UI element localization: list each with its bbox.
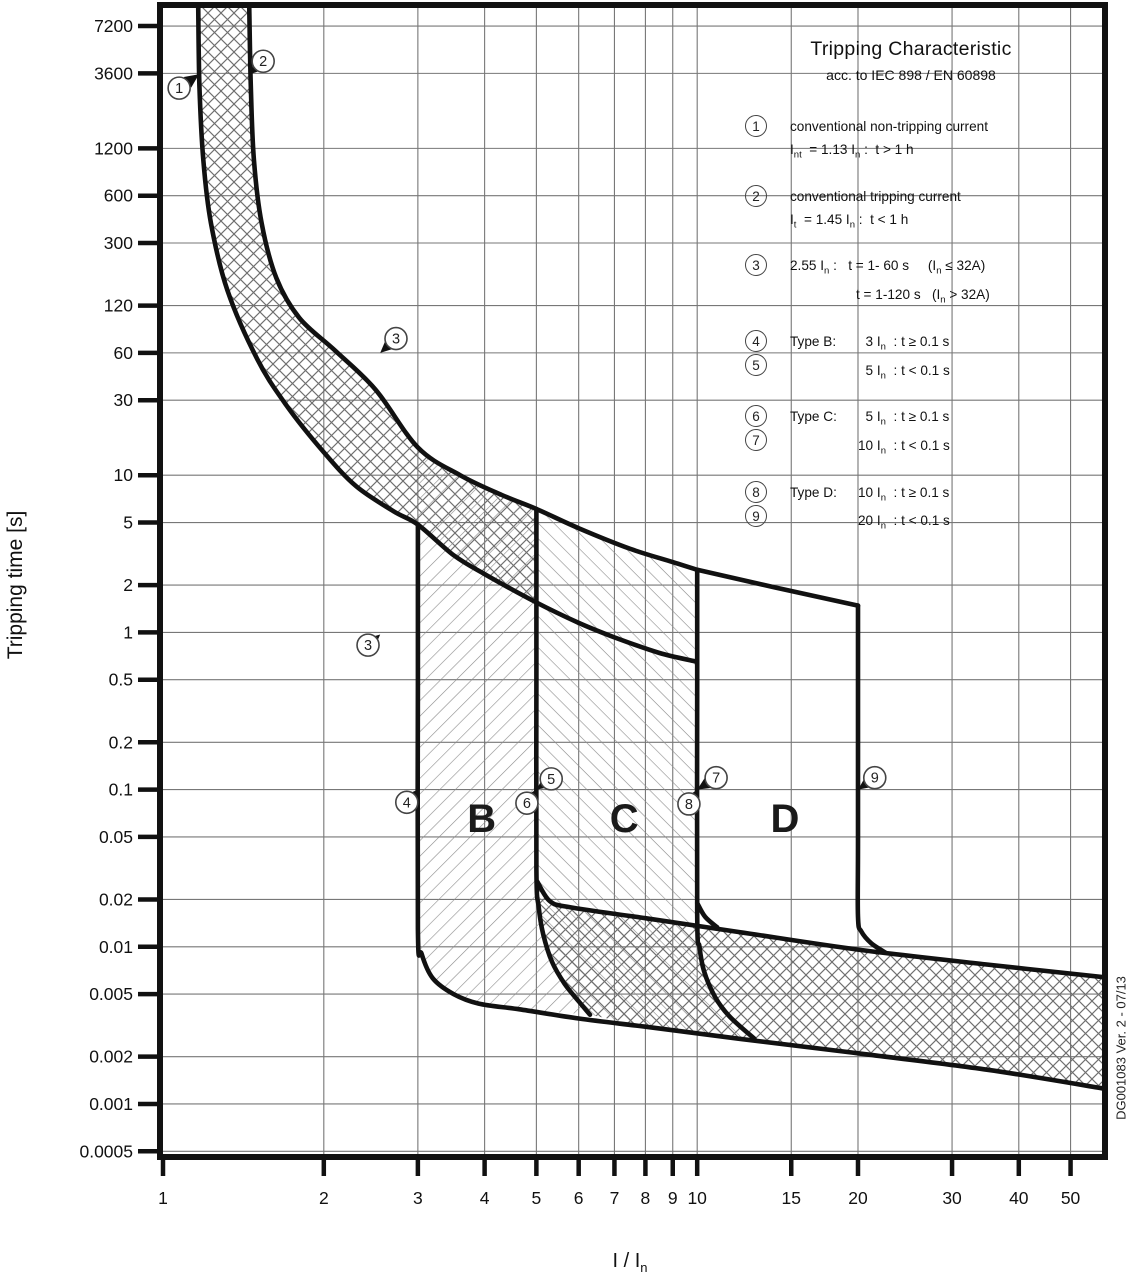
legend-row (790, 185, 961, 208)
legend-row (790, 434, 950, 463)
y-tick-label-0.01: 0.01 (98, 936, 133, 957)
legend-number-badge: 5 (745, 354, 767, 376)
subscript: n (940, 294, 946, 306)
x-tick-label-4: 4 (479, 1188, 490, 1208)
doc-version-caption: DG001083 Ver. 2 - 07/13 (1113, 976, 1129, 1120)
marker-number-6: 6 (522, 796, 531, 813)
legend-row (856, 283, 990, 312)
curve-type-d-upper-limit (697, 570, 858, 606)
legend-number-badge: 4 (745, 330, 767, 352)
subscript: n (880, 492, 886, 504)
x-tick-label-40: 40 (1009, 1188, 1029, 1208)
legend-row (790, 254, 990, 283)
legend-text: : t < 0.1 s (885, 438, 950, 454)
y-tick-label-1: 1 (123, 622, 133, 643)
marker-number-3: 3 (363, 638, 373, 655)
y-tick-label-300: 300 (103, 233, 133, 254)
chart-title: Tripping Characteristic (810, 38, 1012, 60)
subscript: n (880, 370, 886, 382)
legend-item-body (790, 330, 950, 387)
marker-number-7: 7 (712, 770, 721, 787)
legend-text: : t = 1- 60 s (I (829, 258, 937, 274)
y-tick-label-0.02: 0.02 (98, 889, 133, 910)
legend-item-8-9 (735, 481, 1087, 538)
legend-text: conventional tripping current (790, 188, 961, 204)
marker-number-4: 4 (402, 795, 411, 812)
marker-number-8: 8 (684, 796, 693, 813)
legend (735, 38, 1087, 556)
legend-row (790, 359, 950, 388)
legend-row (790, 330, 950, 359)
legend-type-label: Type B: (790, 333, 837, 349)
legend-number-badge: 8 (745, 481, 767, 503)
legend-text: > 32A) (945, 287, 990, 303)
subscript: n (880, 521, 886, 533)
legend-text: 5 I (858, 409, 881, 425)
legend-number-badge: 1 (745, 115, 767, 137)
legend-text: 5 I (858, 362, 881, 378)
legend-number-badge: 6 (745, 405, 767, 427)
x-axis-title (612, 1250, 647, 1275)
x-tick-label-7: 7 (609, 1188, 620, 1208)
legend-number-badge: 7 (745, 429, 767, 451)
y-tick-label-0.5: 0.5 (108, 669, 133, 690)
legend-text: 3 I (858, 333, 881, 349)
legend-text: ≤ 32A) (941, 258, 986, 274)
subscript: n (880, 341, 886, 353)
legend-row (790, 138, 988, 167)
region-label-D: D (770, 796, 800, 841)
legend-text: conventional non-tripping current (790, 119, 988, 134)
legend-text: = 1.45 I (796, 211, 850, 227)
y-tick-label-0.002: 0.002 (89, 1046, 133, 1067)
x-axis-title-sub: n (640, 1260, 648, 1275)
legend-row (790, 509, 950, 538)
x-tick-label-8: 8 (640, 1188, 651, 1208)
x-tick-label-30: 30 (942, 1188, 962, 1208)
subscript: t (793, 219, 797, 231)
x-tick-label-5: 5 (531, 1188, 542, 1208)
subscript: nt (793, 149, 802, 161)
legend-item-3 (735, 254, 1087, 311)
legend-text: : t ≥ 0.1 s (885, 333, 950, 349)
x-tick-label-15: 15 (781, 1188, 801, 1208)
curve-d-10In-fillet (697, 903, 717, 927)
legend-text: = 1.13 I (801, 142, 855, 157)
legend-row (790, 481, 950, 510)
y-tick-label-7200: 7200 (94, 16, 133, 37)
legend-text: I (790, 211, 794, 227)
legend-row (790, 208, 961, 237)
marker-number-9: 9 (870, 770, 879, 787)
legend-row (790, 115, 988, 138)
legend-text: 20 I (858, 513, 881, 529)
subscript: n (880, 445, 886, 457)
y-tick-label-60: 60 (113, 342, 133, 363)
y-tick-label-600: 600 (103, 185, 133, 206)
legend-item-body (790, 405, 950, 462)
x-tick-label-2: 2 (318, 1188, 329, 1208)
y-tick-label-1200: 1200 (94, 138, 133, 159)
y-tick-label-5: 5 (123, 512, 133, 533)
legend-number-badge: 2 (745, 185, 767, 207)
legend-text: : t < 0.1 s (885, 362, 950, 378)
legend-row (790, 405, 950, 434)
legend-type-label: Type D: (790, 484, 837, 500)
x-tick-label-1: 1 (158, 1188, 168, 1208)
legend-item-1 (735, 115, 1087, 167)
legend-text: 10 I (858, 438, 881, 454)
region-label-C: C (609, 796, 639, 841)
subscript: n (855, 149, 861, 161)
subscript: n (849, 219, 855, 231)
legend-number-badge: 3 (745, 254, 767, 276)
subscript: n (936, 266, 942, 278)
legend-text: 2.55 I (790, 258, 825, 274)
x-tick-label-3: 3 (413, 1188, 423, 1208)
legend-item-body (790, 254, 990, 311)
x-tick-label-20: 20 (848, 1188, 868, 1208)
legend-text: : t ≥ 0.1 s (885, 409, 950, 425)
y-tick-label-30: 30 (113, 390, 133, 411)
y-tick-label-10: 10 (113, 465, 133, 486)
legend-text: I (790, 142, 794, 157)
region-label-B: B (467, 796, 497, 841)
legend-item-body (790, 185, 961, 237)
legend-item-body (790, 481, 950, 538)
legend-text: 10 I (858, 484, 881, 500)
subscript: n (880, 417, 886, 429)
x-tick-label-6: 6 (573, 1188, 584, 1208)
y-tick-label-120: 120 (103, 295, 133, 316)
legend-item-body (790, 115, 988, 167)
marker-number-5: 5 (547, 771, 556, 788)
chart-subtitle: acc. to IEC 898 / EN 60898 (826, 67, 996, 83)
marker-number-2: 2 (259, 54, 268, 71)
y-tick-label-0.05: 0.05 (98, 826, 133, 847)
legend-text: : t < 1 h (855, 211, 909, 227)
y-tick-label-0.0005: 0.0005 (79, 1141, 133, 1162)
legend-item-2 (735, 185, 1087, 237)
y-tick-label-2: 2 (123, 575, 133, 596)
subscript: n (824, 266, 830, 278)
marker-number-1: 1 (175, 81, 184, 98)
x-tick-label-9: 9 (667, 1188, 678, 1208)
legend-type-label: Type C: (790, 409, 837, 425)
x-tick-label-50: 50 (1060, 1188, 1081, 1208)
y-tick-label-0.2: 0.2 (108, 732, 133, 753)
y-tick-label-0.1: 0.1 (108, 779, 133, 800)
legend-number-badge: 9 (745, 505, 767, 527)
y-tick-label-0.005: 0.005 (89, 984, 133, 1005)
marker-number-3: 3 (391, 331, 401, 348)
legend-text: : t < 0.1 s (885, 513, 950, 529)
y-tick-label-3600: 3600 (94, 63, 133, 84)
legend-item-4-5 (735, 330, 1087, 387)
legend-text: : t ≥ 0.1 s (885, 484, 950, 500)
legend-text: : t > 1 h (860, 142, 914, 157)
y-axis-title: Tripping time [s] (4, 510, 27, 660)
x-axis-title-text: I / I (612, 1250, 641, 1272)
legend-items (735, 115, 1087, 538)
legend-item-6-7 (735, 405, 1087, 462)
x-tick-label-10: 10 (687, 1188, 707, 1208)
y-tick-label-0.001: 0.001 (89, 1093, 133, 1114)
legend-text: t = 1-120 s (I (856, 287, 941, 303)
